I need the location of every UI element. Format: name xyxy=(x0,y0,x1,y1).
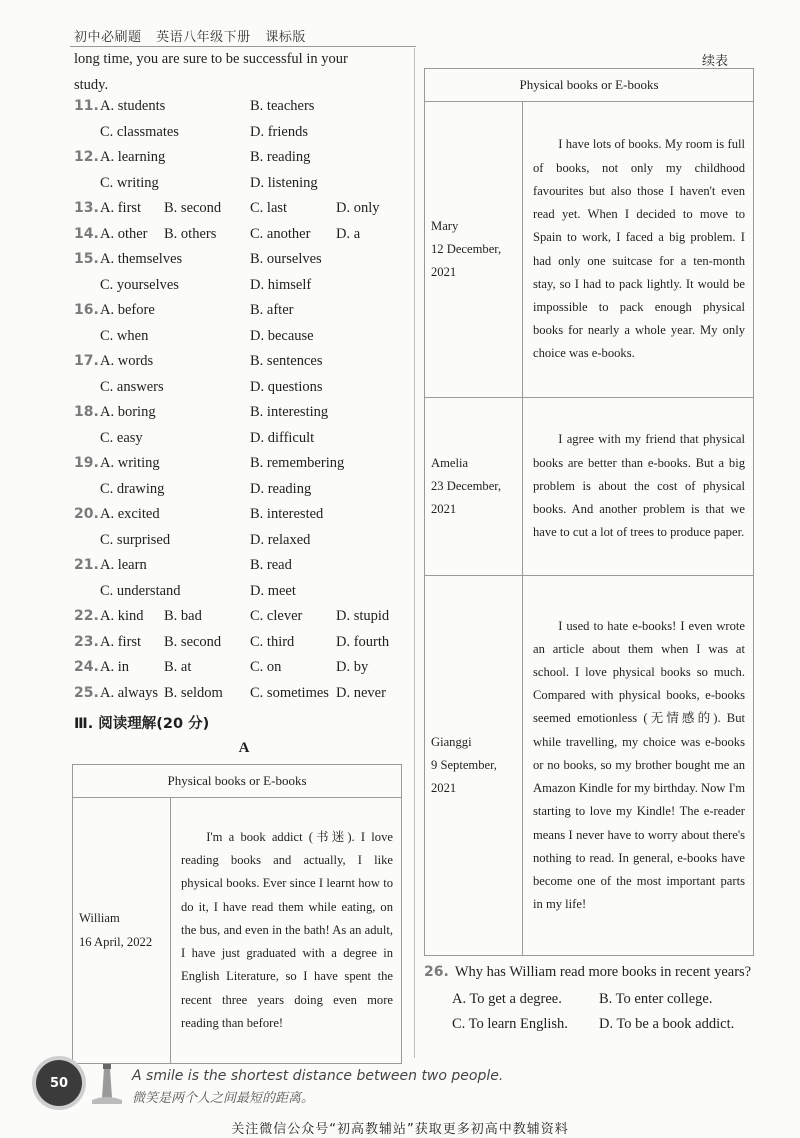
option-d[interactable]: D. relaxed xyxy=(250,531,311,548)
option-d[interactable]: D. reading xyxy=(250,480,312,497)
option-b[interactable]: B. interested xyxy=(250,506,324,522)
question-row xyxy=(74,608,414,634)
option-a[interactable]: A. learn xyxy=(100,557,147,573)
question-row xyxy=(74,379,414,405)
question-options xyxy=(424,987,760,1037)
question-row xyxy=(74,353,414,379)
question-row xyxy=(74,98,414,124)
option-c[interactable]: C. last xyxy=(250,200,288,216)
continued-label: 续表 xyxy=(701,54,728,69)
option-a[interactable]: A. other xyxy=(100,225,148,242)
table-row xyxy=(425,576,754,956)
option-b[interactable]: B. teachers xyxy=(250,98,315,114)
question-number: 11. xyxy=(74,98,99,114)
option-a[interactable]: A. in xyxy=(100,659,129,675)
reading-table-b xyxy=(424,68,754,956)
entry-date: 23 December, 2021 xyxy=(431,478,502,517)
option-b[interactable]: B. after xyxy=(250,302,294,318)
option-b[interactable]: B. To enter college. xyxy=(599,991,713,1007)
option-c[interactable]: C. third xyxy=(250,633,295,650)
option-d[interactable]: D. questions xyxy=(250,378,323,395)
option-a[interactable]: A. themselves xyxy=(100,251,183,267)
entry-text-cell xyxy=(523,102,754,398)
footer-quote-english: A smile is the shortest distance between two people. xyxy=(132,1068,504,1084)
option-d[interactable]: D. To be a book addict. xyxy=(599,1016,735,1032)
entry-text: I have lots of books. My room is full of books, not only my childhood favourites but also those I haven't even read yet. When I decided to move to Spain to work, I faced a big problem. I had only one suitcase for a ten-month stay, so I had to pack lightly. It would be impossible to pack enough physical books for nearly a whole year. My only choice was e-books. xyxy=(533,137,745,361)
option-c[interactable]: C. when xyxy=(100,327,149,344)
option-b[interactable]: B. second xyxy=(164,633,222,650)
entry-text: I'm a book addict (书迷). I love reading books and actually, I like physical books. Ever since I learnt how to do it, I have read them while eating, on the bus, and even in the bath! As an adult, I have just graduated with a degree in English Literature, so I have spent the recent three years doing even more reading than before! xyxy=(181,830,393,1030)
header-subject: 英语八年级下册 xyxy=(156,30,251,45)
column-divider xyxy=(414,48,415,1058)
page-number-badge xyxy=(36,1060,82,1106)
option-b[interactable]: B. bad xyxy=(164,608,202,624)
question-row xyxy=(74,430,414,456)
option-c[interactable]: C. sometimes xyxy=(250,684,329,701)
lighthouse-icon xyxy=(92,1064,122,1104)
table-row xyxy=(73,798,402,1064)
question-number: 19. xyxy=(74,455,99,471)
question-row xyxy=(74,532,414,558)
question-number: 14. xyxy=(74,225,99,242)
page-number: 50 xyxy=(49,1075,69,1091)
passage-letter: A xyxy=(238,740,250,756)
question-number: 15. xyxy=(74,251,99,267)
question-number: 21. xyxy=(74,557,99,573)
question-row xyxy=(74,175,414,201)
option-c[interactable]: C. another xyxy=(250,225,311,242)
question-number: 23. xyxy=(74,633,99,650)
option-c[interactable]: C. yourselves xyxy=(100,276,179,293)
option-b[interactable]: B. at xyxy=(164,659,192,675)
option-d[interactable]: D. because xyxy=(250,327,314,344)
question-row xyxy=(74,583,414,609)
option-d[interactable]: D. friends xyxy=(250,123,308,140)
option-d[interactable]: D. difficult xyxy=(250,429,315,446)
question-number: 16. xyxy=(74,302,99,318)
section-title: Ⅲ. 阅读理解(20 分) xyxy=(74,716,210,732)
option-c[interactable]: C. easy xyxy=(100,429,143,446)
left-column xyxy=(74,46,414,764)
option-c[interactable]: C. classmates xyxy=(100,123,179,140)
option-d[interactable]: D. never xyxy=(336,684,386,701)
option-a[interactable]: A. learning xyxy=(100,149,166,165)
entry-date: 9 September, 2021 xyxy=(431,757,497,796)
bottom-note: 关注微信公众号“初高教辅站”获取更多初高中教辅资料 xyxy=(231,1122,569,1137)
page-header xyxy=(74,26,316,45)
option-b[interactable]: B. remembering xyxy=(250,455,345,471)
option-c[interactable]: C. surprised xyxy=(100,531,171,548)
question-number: 17. xyxy=(74,353,99,369)
entry-text-cell xyxy=(171,798,402,1064)
entry-name: William xyxy=(79,911,120,926)
question-number: 13. xyxy=(74,200,99,216)
table-row xyxy=(425,102,754,398)
option-b[interactable]: B. others xyxy=(164,225,217,242)
option-c[interactable]: C. writing xyxy=(100,174,159,191)
option-a[interactable]: A. To get a degree. xyxy=(452,991,562,1007)
option-d[interactable]: D. stupid xyxy=(336,608,390,624)
question-number: 24. xyxy=(74,659,99,675)
question-row xyxy=(74,328,414,354)
question-number: 20. xyxy=(74,506,99,522)
table-title: Physical books or E-books xyxy=(73,765,402,798)
option-d[interactable]: D. only xyxy=(336,200,380,216)
option-a[interactable]: A. first xyxy=(100,633,142,650)
entry-name: Amelia xyxy=(431,455,469,470)
question-row xyxy=(74,277,414,303)
question-stem: Why has William read more books in recent years? xyxy=(454,964,752,980)
option-c[interactable]: C. on xyxy=(250,659,282,675)
question-26 xyxy=(424,960,760,1037)
option-c[interactable]: C. answers xyxy=(100,378,164,395)
option-a[interactable]: A. writing xyxy=(100,455,160,471)
option-d[interactable]: D. by xyxy=(336,659,369,675)
question-row xyxy=(74,226,414,252)
entry-date: 12 December, 2021 xyxy=(431,241,502,280)
option-a[interactable]: A. words xyxy=(100,353,154,369)
reading-table-a xyxy=(72,764,402,1064)
option-c[interactable]: C. understand xyxy=(100,582,181,599)
question-row xyxy=(74,200,414,226)
option-a[interactable]: A. first xyxy=(100,200,142,216)
entry-author xyxy=(73,798,171,1064)
question-number: 18. xyxy=(74,404,99,420)
option-d[interactable]: D. a xyxy=(336,225,361,242)
entry-text: I agree with my friend that physical books are better than e-books. But a big problem is about the cost of physical books. And another problem is that we have to cut a lot of trees to produce paper. xyxy=(533,432,745,540)
question-number: 25. xyxy=(74,684,99,701)
question-row xyxy=(74,124,414,150)
question-row xyxy=(74,149,414,175)
table-title-continued: Physical books or E-books xyxy=(425,69,754,102)
option-d[interactable]: D. meet xyxy=(250,582,296,599)
entry-text: I used to hate e-books! I even wrote an article about them when I was at school. I love physical books so much. Compared with physical books, e-books seemed emotionless (无情感的). But while travelling, my choice was e-books or no books, so my brother bought me an Amazon Kindle for my birthday. Now I'm starting to love my Kindle! The e-reader means I never have to worry about there's nothing to read. In general, e-books have become one of the most important parts in my life! xyxy=(533,618,745,912)
question-number: 26. xyxy=(424,964,449,980)
intro-line-2: study. xyxy=(74,77,109,93)
option-a[interactable]: A. boring xyxy=(100,404,156,420)
option-d[interactable]: D. listening xyxy=(250,174,318,191)
question-row xyxy=(74,455,414,481)
option-c[interactable]: C. To learn English. xyxy=(452,1016,568,1032)
question-number: 12. xyxy=(74,149,99,165)
option-a[interactable]: A. excited xyxy=(100,506,160,522)
entry-name: Gianggi xyxy=(431,734,472,749)
option-b[interactable]: B. second xyxy=(164,200,222,216)
table-row xyxy=(425,398,754,576)
question-row xyxy=(74,685,414,711)
option-b[interactable]: B. sentences xyxy=(250,353,323,369)
option-b[interactable]: B. reading xyxy=(250,149,311,165)
footer-quote-chinese: 微笑是两个人之间最短的距离。 xyxy=(132,1091,315,1106)
question-row xyxy=(74,506,414,532)
question-row xyxy=(74,634,414,660)
option-b[interactable]: B. interesting xyxy=(250,404,329,420)
entry-date: 16 April, 2022 xyxy=(79,934,153,949)
option-d[interactable]: D. himself xyxy=(250,276,312,293)
intro-line-1: long time, you are sure to be successful in your xyxy=(74,51,348,67)
option-a[interactable]: A. students xyxy=(100,98,166,114)
entry-author xyxy=(425,576,523,956)
question-list xyxy=(74,98,414,710)
option-b[interactable]: B. read xyxy=(250,557,292,573)
question-row xyxy=(74,659,414,685)
question-row xyxy=(74,302,414,328)
option-b[interactable]: B. seldom xyxy=(164,684,223,701)
question-row xyxy=(74,481,414,507)
header-book: 初中必刷题 xyxy=(74,30,142,45)
option-b[interactable]: B. ourselves xyxy=(250,251,322,267)
entry-author xyxy=(425,102,523,398)
question-row xyxy=(74,251,414,277)
entry-name: Mary xyxy=(431,218,459,233)
header-edition: 课标版 xyxy=(265,30,306,45)
option-a[interactable]: A. always xyxy=(100,684,158,701)
question-number: 22. xyxy=(74,608,99,624)
question-row xyxy=(74,557,414,583)
option-d[interactable]: D. fourth xyxy=(336,633,390,650)
question-row xyxy=(74,404,414,430)
option-a[interactable]: A. kind xyxy=(100,608,144,624)
option-a[interactable]: A. before xyxy=(100,302,155,318)
option-c[interactable]: C. clever xyxy=(250,608,303,624)
option-c[interactable]: C. drawing xyxy=(100,480,165,497)
entry-text-cell xyxy=(523,398,754,576)
entry-author xyxy=(425,398,523,576)
entry-text-cell xyxy=(523,576,754,956)
